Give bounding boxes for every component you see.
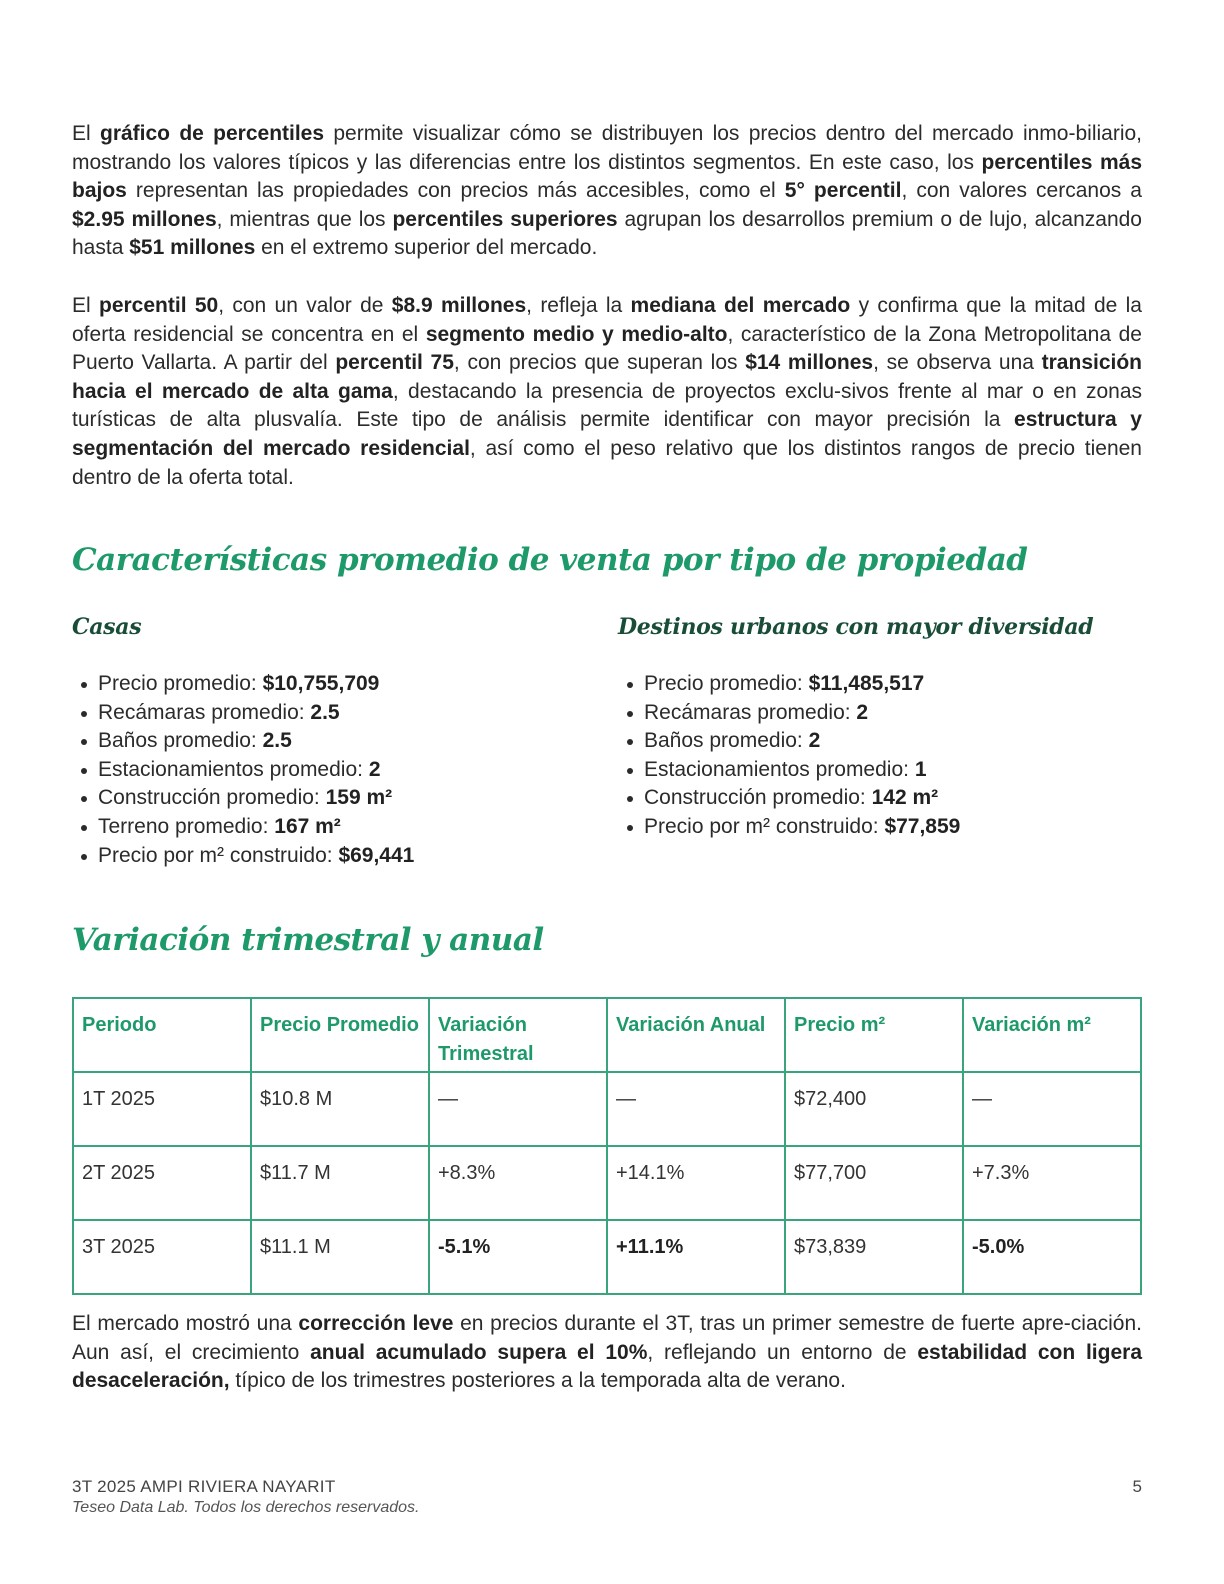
table-header-cell: Variación Trimestral xyxy=(429,998,607,1072)
list-item-value: 2 xyxy=(808,729,821,753)
list-item xyxy=(78,842,414,871)
list-item-label: Precio por m² construido: xyxy=(98,843,339,867)
table-cell: -5.1% xyxy=(429,1220,607,1294)
list-item xyxy=(624,670,960,699)
bold-text: segmento medio y medio-alto xyxy=(425,322,728,346)
houses-column xyxy=(72,614,592,867)
list-item-label: Precio por m² construido: xyxy=(644,814,885,838)
list-item-label: Terreno promedio: xyxy=(98,814,275,838)
table-cell: $73,839 xyxy=(785,1220,963,1294)
bold-text: estructura y segmentación del mercado residencial xyxy=(72,408,1142,460)
table-cell: +8.3% xyxy=(429,1146,607,1220)
list-item-value: $69,441 xyxy=(338,843,415,867)
list-item-label: Recámaras promedio: xyxy=(98,700,311,724)
bold-text: $51 millones xyxy=(129,236,256,260)
list-item-value: $10,755,709 xyxy=(262,672,380,695)
list-item-value: $11,485,517 xyxy=(808,672,925,695)
bold-text: 5° percentil xyxy=(784,179,902,203)
list-item xyxy=(624,784,960,813)
list-item xyxy=(78,784,414,813)
bold-text: $8.9 millones xyxy=(391,293,527,317)
section-title-variation: Variación trimestral y anual xyxy=(72,922,544,958)
table-cell: -5.0% xyxy=(963,1220,1141,1294)
table-cell: — xyxy=(963,1072,1141,1146)
table-row xyxy=(73,1146,1141,1220)
list-item xyxy=(78,670,414,699)
table-header-cell: Precio m² xyxy=(785,998,963,1072)
list-item-value: 2 xyxy=(856,700,869,724)
houses-list xyxy=(78,670,414,870)
document-page xyxy=(72,120,1143,1393)
page-number: 5 xyxy=(1132,1477,1142,1496)
list-item-label: Estacionamientos promedio: xyxy=(98,757,369,781)
list-item xyxy=(624,756,960,785)
list-item xyxy=(624,699,960,728)
list-item-value: 1 xyxy=(914,757,927,781)
list-item-label: Baños promedio: xyxy=(98,729,263,753)
list-item-value: 2.5 xyxy=(310,700,340,724)
bold-text: percentil 50 xyxy=(99,293,219,317)
table-cell: 3T 2025 xyxy=(73,1220,251,1294)
table-cell: $11.1 M xyxy=(251,1220,429,1294)
list-item-label: Construcción promedio: xyxy=(98,786,326,810)
list-item-value: 142 m² xyxy=(871,786,939,810)
table-cell: +7.3% xyxy=(963,1146,1141,1220)
bold-text: percentil 75 xyxy=(335,351,454,375)
table-cell: +14.1% xyxy=(607,1146,785,1220)
bold-text: mediana del mercado xyxy=(630,293,851,317)
table-header-cell: Variación m² xyxy=(963,998,1141,1072)
footer-copyright: Teseo Data Lab. Todos los derechos reservados. xyxy=(72,1499,420,1516)
list-item-value: 159 m² xyxy=(325,786,393,810)
variation-table xyxy=(72,997,1142,1295)
list-item xyxy=(624,727,960,756)
list-item xyxy=(78,756,414,785)
list-item xyxy=(624,813,960,842)
bold-text: $2.95 millones xyxy=(72,207,217,231)
table-cell: +11.1% xyxy=(607,1220,785,1294)
bold-text: transición hacia el mercado de alta gama xyxy=(72,351,1142,403)
list-item-value: 2 xyxy=(368,757,381,781)
table-header-cell: Periodo xyxy=(73,998,251,1072)
footer-report-name: 3T 2025 AMPI RIVIERA NAYARIT xyxy=(72,1477,336,1496)
list-item xyxy=(78,727,414,756)
list-item-value: $77,859 xyxy=(884,814,961,838)
list-item-label: Construcción promedio: xyxy=(644,786,872,810)
urban-destinations-column xyxy=(618,614,1138,838)
list-item-value: 2.5 xyxy=(262,729,292,753)
list-item xyxy=(78,813,414,842)
table-cell: — xyxy=(429,1072,607,1146)
bold-text: $14 millones xyxy=(745,351,874,375)
intro-paragraph-percentiles: El gráfico de percentiles permite visualizar cómo se distribuyen los precios dentro del mercado inmo-biliario, mostrando los valores típicos y las diferencias entre los distintos segmentos. En este caso, los percentiles más bajos representan las propiedades con precios más accesibles, como el 5° percentil, con valores cercanos a $2.95 millones, mientras que los percentiles superiores agrupan los desarrollos premium o de lujo, alcanzando hasta $51 millones en el extremo superior del mercado. xyxy=(72,122,1143,260)
bold-text: gráfico de percentiles xyxy=(100,122,325,145)
houses-subtitle: Casas xyxy=(72,614,142,640)
table-row xyxy=(73,1072,1141,1146)
table-cell: $72,400 xyxy=(785,1072,963,1146)
list-item-label: Estacionamientos promedio: xyxy=(644,757,915,781)
table-header-row xyxy=(73,998,1141,1072)
list-item xyxy=(78,699,414,728)
bold-text: corrección leve xyxy=(298,1312,454,1335)
table-cell: — xyxy=(607,1072,785,1146)
bold-text: percentiles superiores xyxy=(392,207,618,231)
bold-text: percentiles más bajos xyxy=(72,150,1142,203)
median-paragraph: El percentil 50, con un valor de $8.9 millones, refleja la mediana del mercado y confirma que la mitad de la oferta residencial se concentra en el segmento medio y medio-alto, característico de la Zona Metropolitana de Puerto Vallarta. A partir del percentil 75, con precios que superan los $14 millones, se observa una transición hacia el mercado de alta gama, destacando la presencia de proyectos exclu-sivos frente al mar o en zonas turísticas de alta plusvalía. Este tipo de análisis permite identificar con mayor precisión la estructura y segmentación del mercado residencial, así como el peso relativo que los distintos rangos de precio tienen dentro de la oferta total. xyxy=(72,293,1142,489)
table-header-cell: Variación Anual xyxy=(607,998,785,1072)
market-correction-paragraph: El mercado mostró una corrección leve en precios durante el 3T, tras un primer semestre de fuerte apre-ciación. Aun así, el crecimiento anual acumulado supera el 10%, reflejando un entorno de estabilidad con ligera desaceleración, típico de los trimestres posteriores a la temporada alta de verano. xyxy=(72,1312,1143,1393)
list-item-label: Recámaras promedio: xyxy=(644,700,857,724)
list-item-label: Precio promedio: xyxy=(98,672,263,695)
urban-destinations-subtitle: Destinos urbanos con mayor diversidad xyxy=(618,614,1094,640)
table-header-cell: Precio Promedio xyxy=(251,998,429,1072)
list-item-label: Baños promedio: xyxy=(644,729,809,753)
table-cell: $11.7 M xyxy=(251,1146,429,1220)
list-item-label: Precio promedio: xyxy=(644,672,809,695)
page-footer xyxy=(72,1477,1142,1517)
bold-text: anual acumulado supera el 10% xyxy=(310,1340,648,1364)
list-item-value: 167 m² xyxy=(274,814,341,838)
urban-destinations-list xyxy=(624,670,960,842)
table-cell: $10.8 M xyxy=(251,1072,429,1146)
bold-text: estabilidad con ligera desaceleración, xyxy=(72,1340,1143,1393)
table-cell: 1T 2025 xyxy=(73,1072,251,1146)
table-cell: 2T 2025 xyxy=(73,1146,251,1220)
section-title-characteristics: Características promedio de venta por tipo de propiedad xyxy=(72,542,1028,578)
table-row xyxy=(73,1220,1141,1294)
table-cell: $77,700 xyxy=(785,1146,963,1220)
